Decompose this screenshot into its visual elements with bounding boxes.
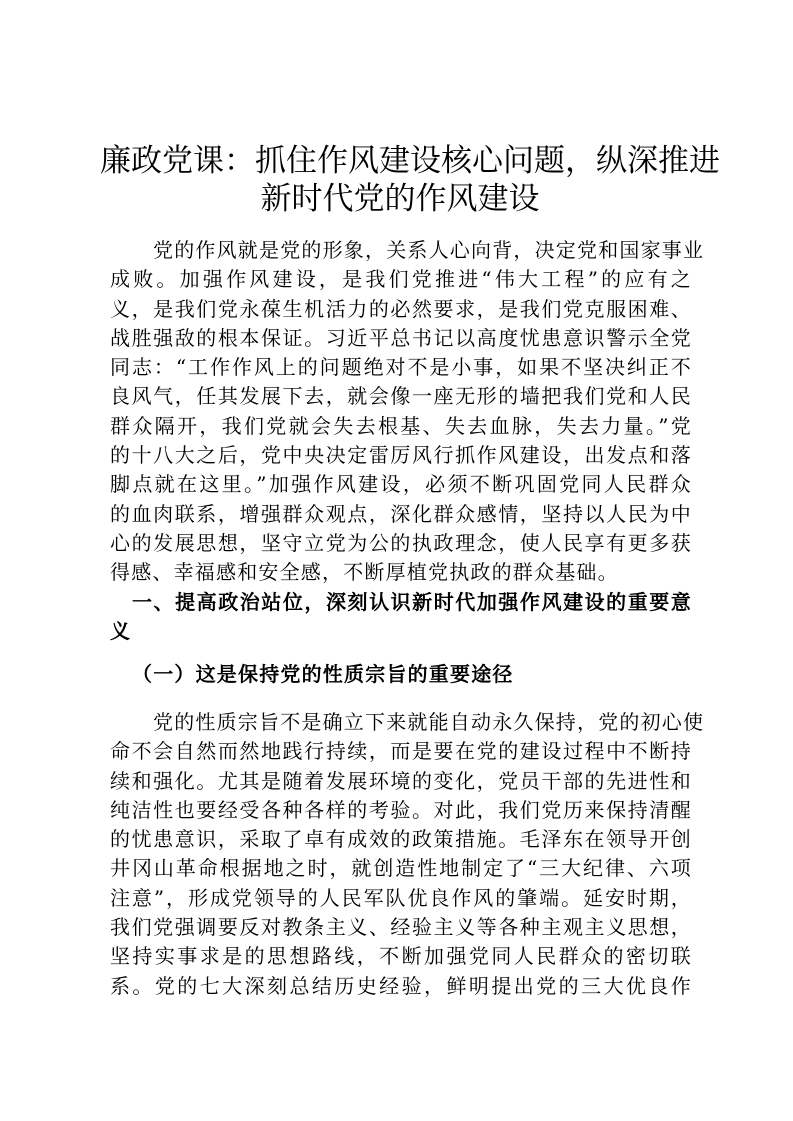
paragraph-line: 良风气，任其发展下去，就会像一座无形的墙把我们党和人民 [110,384,692,409]
paragraph-line: 纯洁性也要经受各种各样的考验。对此，我们党历来保持清醒 [110,797,692,822]
document-title-line-2: 新时代党的作风建设 [260,181,540,217]
paragraph-line: 命不会自然而然地践行持续，而是要在党的建设过程中不断持 [110,739,692,764]
section-heading-line: 一、提高政治站位，深刻认识新时代加强作风建设的重要意 [132,590,692,614]
paragraph-line: 脚点就在这里。”加强作风建设，必须不断巩固党同人民群众 [110,472,692,497]
paragraph-line: 系。党的七大深刻总结历史经验，鲜明提出党的三大优良作 [110,973,692,998]
paragraph-line: 我们党强调要反对教条主义、经验主义等各种主观主义思想， [110,915,692,940]
document-title-line-1: 廉政党课：抓住作风建设核心问题，纵深推进 [100,143,720,179]
paragraph-line: 义，是我们党永葆生机活力的必然要求，是我们党克服困难、 [110,296,692,321]
paragraph-line: 心的发展思想，坚守立党为公的执政理念，使人民享有更多获 [110,530,692,555]
body-paragraph [110,708,705,1001]
paragraph-line: 的血肉联系，增强群众观点，深化群众感情，坚持以人民为中 [110,501,692,526]
paragraph-line: 同志：“工作作风上的问题绝对不是小事，如果不坚决纠正不 [110,355,692,380]
section-heading-1 [110,588,692,647]
paragraph-line: 的十八大之后，党中央决定雷厉风行抓作风建设，出发点和落 [110,443,692,468]
section-heading-line: 义 [110,619,132,644]
subsection-heading-1: （一）这是保持党的性质宗旨的重要途径 [132,662,514,686]
paragraph-line: 得感、幸福感和安全感，不断厚植党执政的群众基础。 [110,560,619,585]
paragraph-line: 群众隔开，我们党就会失去根基、失去血脉，失去力量。”党 [110,413,692,438]
paragraph-line: 成败。加强作风建设，是我们党推进“伟大工程”的应有之 [110,267,692,292]
paragraph-line: 坚持实事求是的思想路线，不断加强党同人民群众的密切联 [110,944,692,969]
paragraph-line: 党的作风就是党的形象，关系人心向背，决定党和国家事业 [153,238,705,262]
paragraph-line: 续和强化。尤其是随着发展环境的变化，党员干部的先进性和 [110,768,692,793]
paragraph-line: 井冈山革命根据地之时，就创造性地制定了“三大纪律、六项 [110,856,692,881]
paragraph-line: 的忧患意识，采取了卓有成效的政策措施。毛泽东在领导开创 [110,827,692,852]
intro-paragraph [110,236,705,588]
paragraph-line: 党的性质宗旨不是确立下来就能自动永久保持，党的初心使 [153,710,705,734]
paragraph-line: 战胜强敌的根本保证。习近平总书记以高度忧患意识警示全党 [110,325,692,350]
paragraph-line: 注意”，形成党领导的人民军队优良作风的肇端。延安时期， [110,885,692,910]
